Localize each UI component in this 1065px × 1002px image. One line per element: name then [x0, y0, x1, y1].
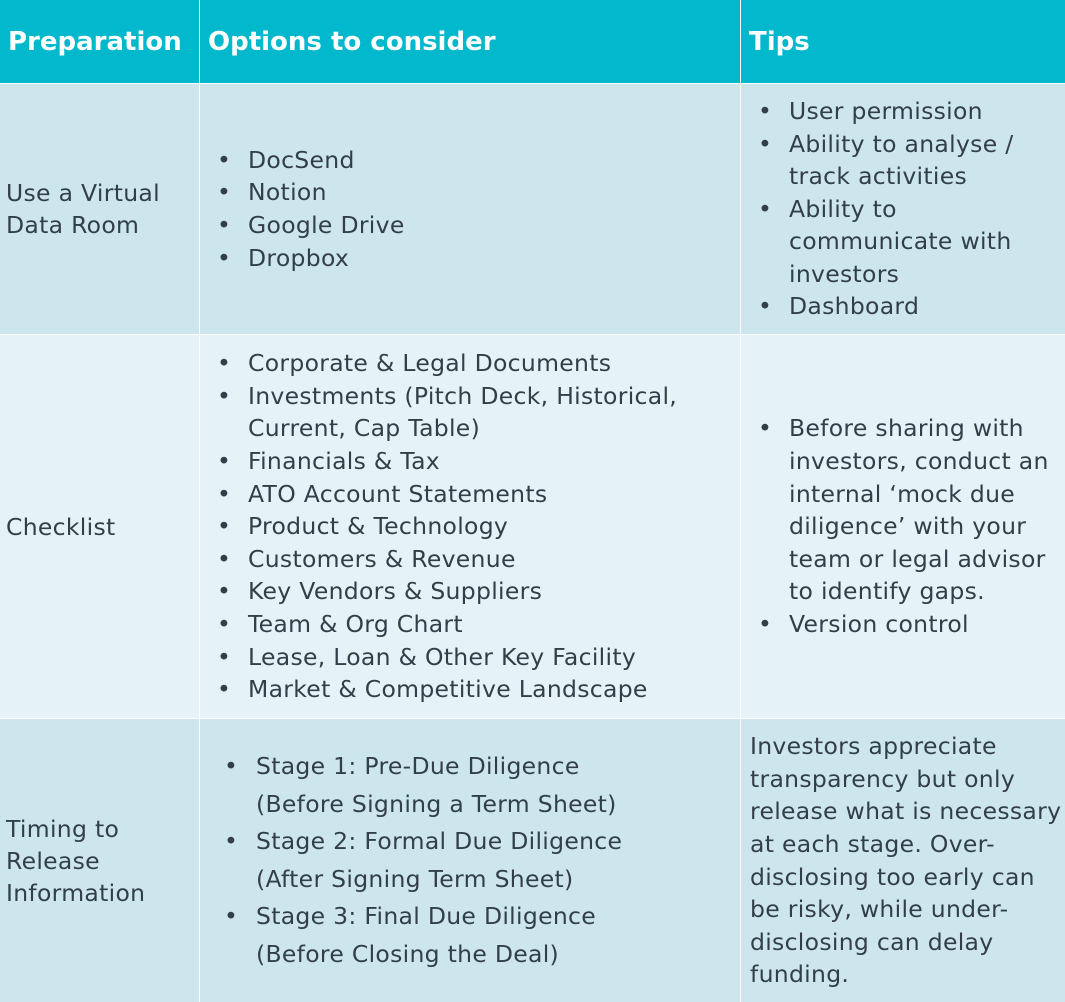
- list-item: • Customers & Revenue: [200, 543, 700, 576]
- row-tips-timing: [741, 719, 1065, 1002]
- header-options: Options to consider: [200, 0, 740, 83]
- row-label-text: Checklist: [6, 512, 116, 541]
- row-tips-checklist: [741, 335, 1065, 718]
- tips-paragraph: Investors appreciate transparency but only release what is necessary at each stage. Over-disclosing too early can be risky, while under-disclosing can delay funding.: [750, 732, 1062, 989]
- list-item: • Financials & Tax: [200, 445, 700, 478]
- header-tips: Tips: [741, 0, 1065, 83]
- list-item: • Dropbox: [200, 242, 405, 275]
- options-list: [200, 144, 405, 274]
- list-item: • User permission: [741, 95, 1041, 128]
- row-options-checklist: [200, 335, 740, 718]
- row-options-timing: [200, 719, 740, 1002]
- list-item: • Key Vendors & Suppliers: [200, 575, 700, 608]
- header-preparation: Preparation: [0, 0, 199, 83]
- row-tips-virtual-data-room: [741, 84, 1065, 334]
- list-item: • Before sharing with investors, conduct an internal ‘mock due diligence’ with your team or legal advisor to identify gaps.: [741, 412, 1059, 608]
- list-item: • Stage 3: Final Due Diligence (Before Closing the Deal): [200, 898, 630, 973]
- tips-list: [741, 95, 1041, 323]
- list-item: • Product & Technology: [200, 510, 700, 543]
- options-list: [200, 748, 630, 973]
- tips-list: [741, 412, 1059, 640]
- list-item: • Notion: [200, 176, 405, 209]
- row-label-text: Timing to Release Information: [6, 814, 146, 907]
- row-label-virtual-data-room: [0, 84, 199, 334]
- list-item: • Version control: [741, 608, 1059, 641]
- list-item: • DocSend: [200, 144, 405, 177]
- row-options-virtual-data-room: [200, 84, 740, 334]
- list-item: • Investments (Pitch Deck, Historical, Current, Cap Table): [200, 380, 700, 445]
- row-label-text: Use a Virtual Data Room: [6, 179, 160, 239]
- list-item: • Ability to communicate with investors: [741, 193, 1041, 291]
- row-label-checklist: [0, 335, 199, 718]
- list-item: • Team & Org Chart: [200, 608, 700, 641]
- list-item: • ATO Account Statements: [200, 478, 700, 511]
- list-item: • Market & Competitive Landscape: [200, 673, 700, 706]
- list-item: • Lease, Loan & Other Key Facility: [200, 641, 700, 674]
- list-item: • Corporate & Legal Documents: [200, 347, 700, 380]
- list-item: • Dashboard: [741, 290, 1041, 323]
- list-item: • Google Drive: [200, 209, 405, 242]
- options-list: [200, 347, 700, 706]
- row-label-timing: [0, 719, 199, 1002]
- list-item: • Stage 2: Formal Due Diligence (After Signing Term Sheet): [200, 823, 630, 898]
- list-item: • Stage 1: Pre-Due Diligence (Before Signing a Term Sheet): [200, 748, 630, 823]
- list-item: • Ability to analyse / track activities: [741, 128, 1041, 193]
